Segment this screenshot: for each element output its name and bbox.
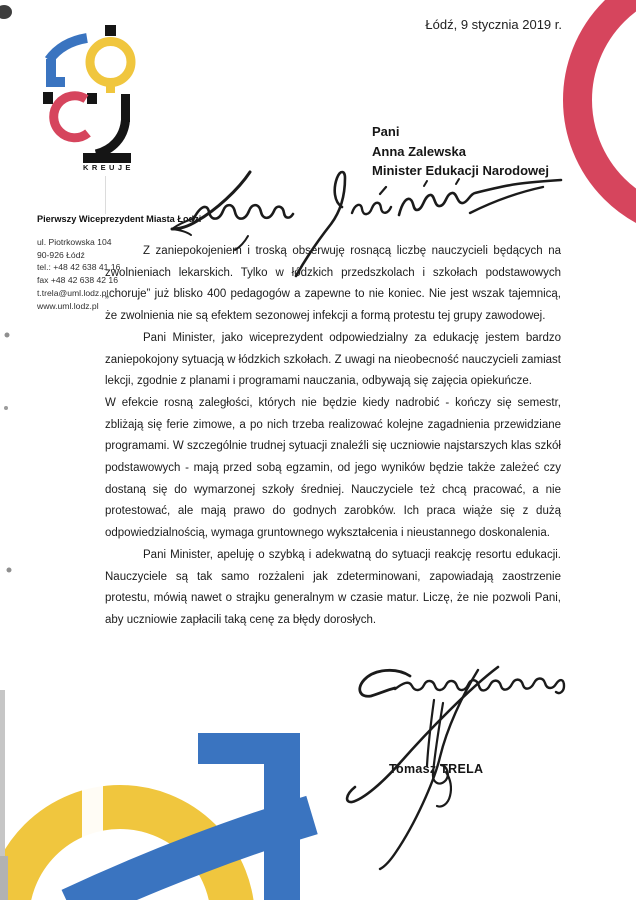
recipient-name: Anna Zalewska (372, 143, 466, 159)
bottom-blue-arc-icon (70, 815, 312, 900)
body-paragraph: Pani Minister, jako wiceprezydent odpowiedzialny za edukację jestem bardzo zaniepokojony sytuacją w łódzkich szkołach. Z uwagi na nieobecność nauczycieli zamiast lekcji, zgodnie z planami i programami nauczania, odbywają się zajęcia opiekuńcze. (105, 331, 561, 388)
scan-speck (4, 406, 8, 410)
logo-letter-l-stem-icon (46, 59, 56, 87)
sender-title: Pierwszy Wiceprezydent Miasta Łodzi (37, 214, 202, 224)
signer-name: Tomasz TRELA (389, 762, 484, 776)
sender-city: 90-926 Łódź (37, 249, 85, 260)
logo-kreuje-label: KREUJE (83, 163, 134, 172)
sender-street: ul. Piotrkowska 104 (37, 237, 112, 247)
logo-letter-z-stem-icon (121, 94, 130, 122)
red-ring-graphic (578, 0, 636, 226)
logo-dot-icon (43, 92, 53, 104)
body-paragraph: Z zaniepokojeniem i troską obserwuję rosnącą liczbę nauczycieli będących na zwolnieniach lekarskich. Tylko w łódzkich przedszkolach i szkołach podstawowych „choruje” już blisko 400 pedagogów a zapewne to nie koniec. Nie jest wszak tajemnicą, że zwolnienia nie są efektem sezonowej infekcji a formą protestu tej grupy zawodowej. (105, 245, 561, 323)
logo-letter-o-ring-icon (90, 42, 131, 83)
lodz-kreuje-logo (43, 25, 131, 214)
sender-website: www.uml.lodz.pl (37, 300, 99, 311)
bottom-blue-stem-icon (264, 733, 300, 900)
logo-letter-z-bar-icon (83, 153, 131, 163)
sender-phone: tel.: +48 42 638 41 16 (37, 262, 121, 273)
logo-dot-icon (87, 93, 97, 104)
sender-fax: fax +48 42 638 42 16 (37, 275, 118, 286)
recipient-salutation: Pani (372, 124, 400, 139)
logo-letter-l-foot-icon (46, 77, 65, 87)
bottom-blue-arm-icon (198, 733, 273, 764)
recipient-role: Minister Edukacji Narodowej (372, 163, 549, 178)
scan-speck (7, 568, 12, 573)
logo-letter-z-curve-icon (96, 120, 126, 154)
logo-letter-l-arc-icon (49, 38, 87, 60)
scan-edge-strip (0, 690, 5, 900)
sender-email: t.trela@uml.lodz.pl (37, 287, 109, 298)
bottom-yellow-ring-icon (7, 807, 233, 900)
scan-speck (5, 333, 10, 338)
logo-letter-o-tail-icon (106, 80, 115, 93)
scan-artifacts (0, 5, 12, 900)
body-paragraph: W efekcie rosną zaległości, których nie będzie kiedy nadrobić - kończy się semestr, zbliżają się ferie zimowe, a po nich trzeba realizować kolejne zagadnienia przewidziane programami. W szczególnie trudnej sytuacji znaleźli się uczniowie najstarszych klas szkół podstawowych - mają przed sobą egzamin, od jego wyników będzie także zależeć czy dostaną się do wymarzonej szkoły średniej. Nauczyciele też chcą pracować, a nie protestować, ale mają prawo do godnych zarobków. Ich praca wiąże się z dużą odpowiedzialnością, wymaga gruntownego wykształcenia i nieustannego doskonalenia. (105, 396, 561, 540)
date-line: Łódź, 9 stycznia 2019 r. (425, 17, 562, 32)
logo-dot-icon (105, 25, 116, 36)
scan-mark (0, 5, 12, 19)
scan-fold-strip (82, 733, 103, 845)
scan-edge-strip (0, 856, 8, 900)
recipient-block (372, 122, 549, 181)
bottom-brand-graphic (7, 733, 312, 900)
letter-body (105, 241, 561, 632)
logo-letter-d-arc-icon (54, 96, 88, 138)
body-paragraph: Pani Minister, apeluję o szybką i adekwatną do sytuacji reakcję resortu edukacji. Nauczyciele są tak samo rozżaleni jak zdeterminowani, zapowiadają zaostrzenie protestu, mówią nawet o strajku generalnym w czasie matur. Liczę, że nie pozwoli Pani, aby uczniowie zapłacili taką cenę za błędy dorosłych. (105, 548, 561, 626)
